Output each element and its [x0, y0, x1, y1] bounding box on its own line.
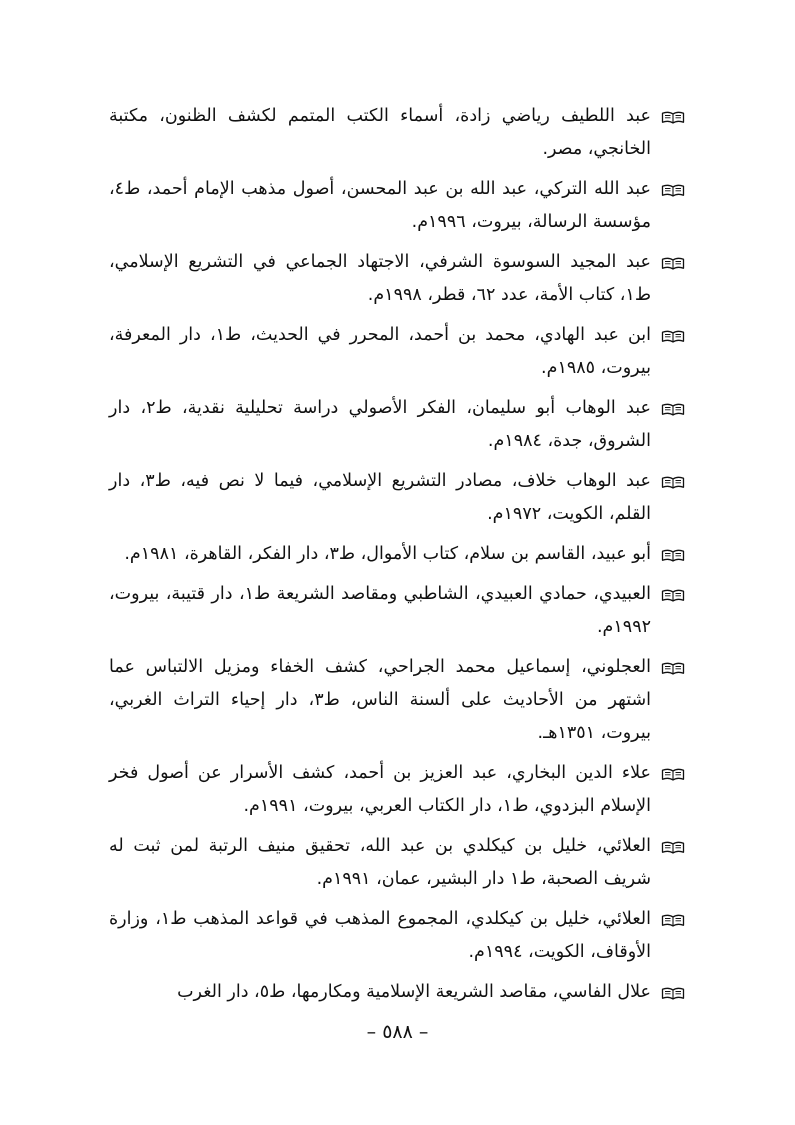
book-icon	[661, 476, 685, 489]
book-icon	[661, 914, 685, 927]
bibliography-entry	[109, 830, 685, 896]
bibliography-list	[109, 100, 685, 1016]
book-icon	[661, 549, 685, 562]
bibliography-entry-text: عبد الوهاب خلاف، مصادر التشريع الإسلامي، فيما لا نص فيه، ط٣، دار القلم، الكويت، ١٩٧٢م.	[109, 471, 651, 524]
bibliography-entry	[109, 538, 685, 571]
bibliography-entry	[109, 465, 685, 531]
bibliography-entry-text: علاء الدين البخاري، عبد العزيز بن أحمد، كشف الأسرار عن أصول فخر الإسلام البزدوي، ط١، دار الكتاب العربي، بيروت، ١٩٩١م.	[109, 763, 651, 816]
bibliography-entry-text: عبد الوهاب أبو سليمان، الفكر الأصولي دراسة تحليلية نقدية، ط٢، دار الشروق، جدة، ١٩٨٤م.	[109, 398, 651, 451]
book-icon	[661, 111, 685, 124]
bibliography-entry	[109, 319, 685, 385]
bibliography-entry	[109, 757, 685, 823]
book-icon	[661, 662, 685, 675]
bibliography-entry	[109, 246, 685, 312]
bibliography-entry-text: علال الفاسي، مقاصد الشريعة الإسلامية ومكارمها، ط٥، دار الغرب	[177, 982, 651, 1002]
book-icon	[661, 768, 685, 781]
bibliography-entry	[109, 100, 685, 166]
bibliography-entry	[109, 578, 685, 644]
bibliography-entry-text: العبيدي، حمادي العبيدي، الشاطبي ومقاصد الشريعة ط١، دار قتيبة، بيروت، ١٩٩٢م.	[109, 584, 652, 637]
bibliography-entry	[109, 392, 685, 458]
book-icon	[661, 184, 685, 197]
bibliography-entry-text: العلائي، خليل بن كيكلدي، المجموع المذهب في قواعد المذهب ط١، وزارة الأوقاف، الكويت، ١٩٩٤م.	[109, 909, 651, 962]
book-icon	[661, 330, 685, 343]
bibliography-entry	[109, 173, 685, 239]
bibliography-entry-text: عبد اللطيف رياضي زادة، أسماء الكتب المتمم لكشف الظنون، مكتبة الخانجي، مصر.	[109, 106, 651, 159]
book-icon	[661, 841, 685, 854]
book-icon	[661, 987, 685, 1000]
bibliography-entry-text: العجلوني، إسماعيل محمد الجراحي، كشف الخفاء ومزيل الالتباس عما اشتهر من الأحاديث على ألسنة الناس، ط٣، دار إحياء التراث الغربي، بيروت، ١٣٥١هـ.	[109, 657, 651, 743]
bibliography-entry-text: عبد المجيد السوسوة الشرفي، الاجتهاد الجماعي في التشريع الإسلامي، ط١، كتاب الأمة، عدد ٦٢، قطر، ١٩٩٨م.	[109, 252, 651, 305]
book-icon	[661, 589, 685, 602]
page-number: – ٥٨٨ –	[366, 1021, 429, 1043]
bibliography-entry-text: عبد الله التركي، عبد الله بن عبد المحسن، أصول مذهب الإمام أحمد، ط٤، مؤسسة الرسالة، بيروت، ١٩٩٦م.	[109, 179, 651, 232]
book-icon	[661, 257, 685, 270]
bibliography-entry-text: ابن عبد الهادي، محمد بن أحمد، المحرر في الحديث، ط١، دار المعرفة، بيروت، ١٩٨٥م.	[109, 325, 651, 378]
bibliography-entry	[109, 976, 685, 1009]
bibliography-entry-text: أبو عبيد، القاسم بن سلام، كتاب الأموال، ط٣، دار الفكر، القاهرة، ١٩٨١م.	[124, 544, 651, 564]
bibliography-entry	[109, 651, 685, 750]
bibliography-entry-text: العلائي، خليل بن كيكلدي بن عبد الله، تحقيق منيف الرتبة لمن ثبت له شريف الصحبة، ط١ دار البشير، عمان، ١٩٩١م.	[109, 836, 651, 889]
bibliography-entry	[109, 903, 685, 969]
book-icon	[661, 403, 685, 416]
